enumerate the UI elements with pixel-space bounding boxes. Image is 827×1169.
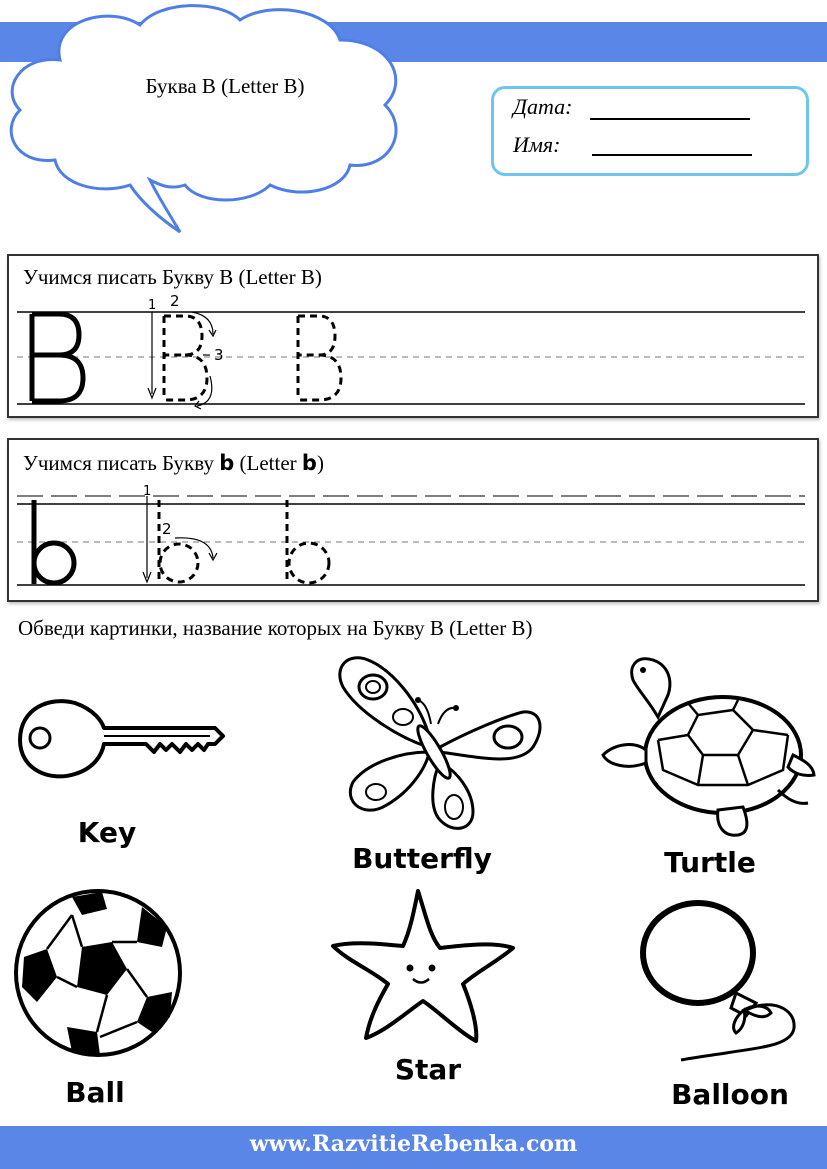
picture-label-key: Key xyxy=(77,816,137,849)
picture-instruction: Обведи картинки, название которых на Букву B (Letter B) xyxy=(18,616,533,640)
stroke-number-3: 3 xyxy=(214,346,224,364)
uppercase-practice-title: Учимся писать Букву B (Letter B) xyxy=(23,265,322,289)
lowercase-practice-title: Учимся писать Букву b (Letter b) xyxy=(23,451,324,475)
picture-label-balloon: Balloon xyxy=(671,1078,789,1111)
uppercase-b-trace-1 xyxy=(164,316,207,400)
key-icon[interactable] xyxy=(10,688,232,788)
lowercase-b-trace-2 xyxy=(289,543,329,583)
uppercase-b-trace-2 xyxy=(298,316,341,400)
picture-label-turtle: Turtle xyxy=(664,846,756,879)
date-field[interactable] xyxy=(590,118,750,120)
ball-icon[interactable] xyxy=(12,887,184,1059)
picture-label-butterfly: Butterfly xyxy=(352,842,492,875)
star-icon[interactable] xyxy=(328,886,518,1046)
uppercase-b-model xyxy=(32,314,83,401)
lowercase-writing-lines xyxy=(7,438,819,602)
picture-label-star: Star xyxy=(394,1053,462,1086)
footer-url-link[interactable]: www.RazvitieRebenka.com xyxy=(249,1131,578,1157)
lowercase-b-model xyxy=(34,543,74,583)
lowercase-stroke-number-1: 1 xyxy=(143,484,152,499)
balloon-icon[interactable] xyxy=(636,898,806,1070)
butterfly-icon[interactable] xyxy=(328,652,546,834)
uppercase-writing-lines xyxy=(7,254,819,418)
turtle-icon[interactable] xyxy=(598,655,816,843)
date-label: Дата: xyxy=(513,94,573,119)
lowercase-b-trace-1 xyxy=(160,544,198,582)
picture-label-ball: Ball xyxy=(65,1076,125,1109)
page-title: Буква B (Letter B) xyxy=(145,74,305,98)
cloud-speech-bubble xyxy=(0,0,420,240)
name-label: Имя: xyxy=(513,132,561,157)
name-field[interactable] xyxy=(592,154,752,156)
stroke-number-2: 2 xyxy=(170,292,180,310)
stroke-number-1: 1 xyxy=(148,298,157,313)
lowercase-stroke-number-2: 2 xyxy=(162,520,172,538)
